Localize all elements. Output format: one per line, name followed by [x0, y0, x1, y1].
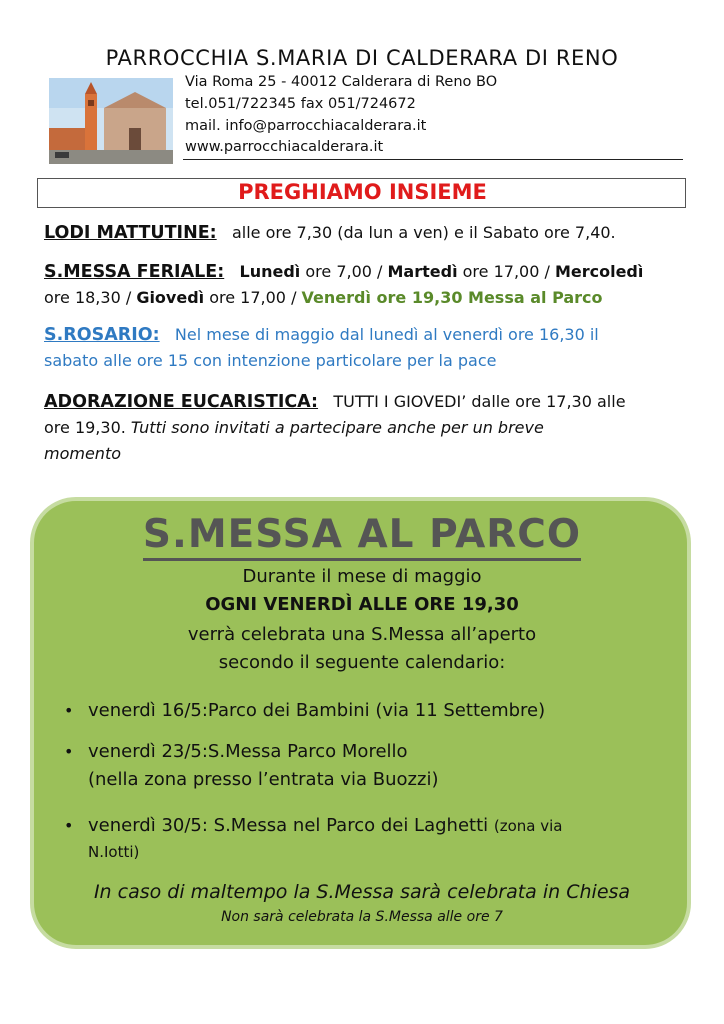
feriale-time-3: ore 18,30 / — [44, 288, 137, 307]
adorazione-line-2b: Tutti sono invitati a partecipare anche per un breve — [130, 418, 544, 437]
lodi-section — [44, 220, 684, 246]
adorazione-section — [44, 389, 684, 467]
parco-line-2: OGNI VENERDÌ ALLE ORE 19,30 — [205, 594, 519, 615]
adorazione-line-1: TUTTI I GIOVEDI’ dalle ore 17,30 alle — [333, 392, 626, 411]
lodi-text: alle ore 7,30 (da lun a ven) e il Sabato ore 7,40. — [231, 223, 616, 242]
parco-line-4: secondo il seguente calendario: — [218, 652, 506, 673]
header-rule — [183, 159, 683, 160]
banner-title: PREGHIAMO INSIEME — [238, 180, 487, 204]
bullet-icon: • — [64, 701, 74, 720]
rosario-section — [44, 322, 684, 374]
parco-line-3: verrà celebrata una S.Messa all’aperto — [187, 624, 537, 645]
bullet-icon: • — [64, 816, 74, 835]
adorazione-line-2a: ore 19,30. — [44, 418, 131, 437]
calendar-item: • venerdì 16/5:Parco dei Bambini (via 11 Settembre) — [64, 700, 546, 721]
lodi-heading: LODI MATTUTINE: — [44, 223, 217, 243]
feriale-day-3: Mercoledì — [554, 262, 644, 281]
adorazione-line-3: momento — [44, 444, 122, 463]
parco-title: S.MESSA AL PARCO — [0, 512, 724, 557]
rosario-heading: S.ROSARIO: — [44, 325, 160, 345]
email: mail. info@parrocchiacalderara.it — [185, 118, 427, 134]
rosario-line-2: sabato alle ore 15 con intenzione particolare per la pace — [44, 351, 497, 370]
feriale-day-1: Lunedì — [239, 262, 301, 281]
calendar-item-detail: N.Iotti) — [88, 843, 140, 861]
bullet-icon: • — [64, 742, 74, 761]
ore7-note: Non sarà celebrata la S.Messa alle ore 7 — [221, 909, 503, 925]
parish-title: PARROCCHIA S.MARIA DI CALDERARA DI RENO — [105, 46, 619, 70]
feriale-parco: Venerdì ore 19,30 Messa al Parco — [301, 288, 603, 307]
feriale-time-1: ore 7,00 / — [300, 262, 388, 281]
feriale-time-2: ore 17,00 / — [457, 262, 555, 281]
maltempo-note: In caso di maltempo la S.Messa sarà celebrata in Chiesa — [93, 881, 631, 903]
calendar-item: • venerdì 23/5:S.Messa Parco Morello — [64, 741, 408, 762]
rosario-line-1: Nel mese di maggio dal lunedì al venerdì ore 16,30 il — [174, 325, 599, 344]
feriale-day-4: Giovedì — [136, 288, 205, 307]
feriale-day-2: Martedì — [387, 262, 458, 281]
feriale-section — [44, 259, 684, 311]
church-photo — [49, 78, 173, 164]
website: www.parrocchiacalderara.it — [185, 139, 384, 155]
adorazione-heading: ADORAZIONE EUCARISTICA: — [44, 392, 319, 412]
address: Via Roma 25 - 40012 Calderara di Reno BO — [185, 74, 498, 90]
feriale-heading: S.MESSA FERIALE: — [44, 262, 225, 282]
calendar-item-detail: (nella zona presso l’entrata via Buozzi) — [88, 769, 439, 790]
calendar-item: • venerdì 30/5: S.Messa nel Parco dei Laghetti (zona via — [64, 815, 563, 836]
feriale-time-4: ore 17,00 / — [204, 288, 302, 307]
parco-line-1: Durante il mese di maggio — [242, 566, 482, 587]
banner-box — [37, 178, 686, 208]
phone-fax: tel.051/722345 fax 051/724672 — [185, 96, 416, 112]
